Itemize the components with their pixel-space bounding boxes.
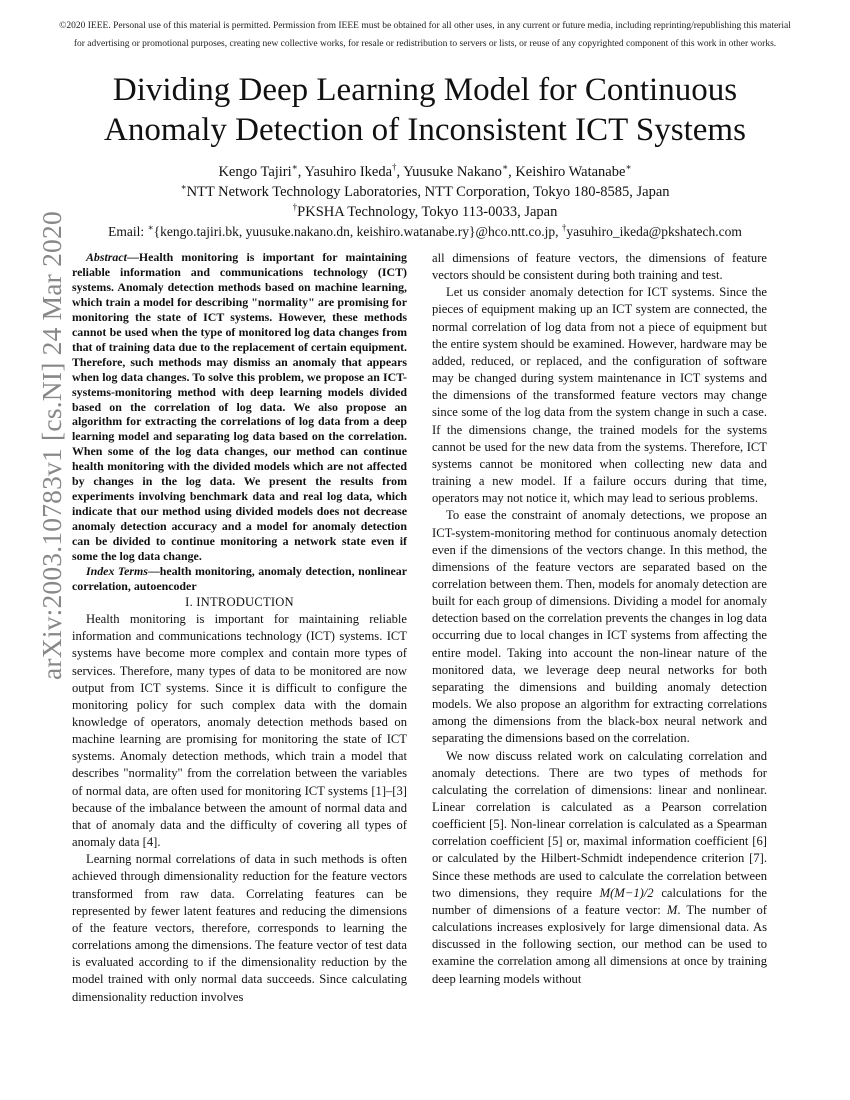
affil-mark: ∗ — [291, 162, 298, 173]
body-paragraph: We now discuss related work on calculating correlation and anomaly detections. There are two types of methods for calculating the correlation of dimensions: linear and nonlinear. Linear correlation is calculated as a Pearson correlation coefficient [5]. Non-linear correlation is calculated as a Spearman correlation coefficient [5] or, maximal information coefficient [6] or calculated by the Hilbert-Schmidt independence criterion [7]. Since these methods are used to calculate the correlation between two dimensions, they require M(M−1)/2 calculations for the number of dimensions of a feature vector: M. The number of calculations increases explosively for large dimensional data. As discussed in the following section, our method can be used to examine the correlation among all dimensions at once by training deep learning models without — [432, 748, 767, 986]
author-1: Kengo Tajiri — [218, 164, 292, 180]
body-paragraph: Learning normal correlations of data in such methods is often achieved through dimensionality reduction for the feature vectors transformed from raw data. Correlating features can be represented by fewer latent features and reducing the dimensions of the feature vectors, therefore, corresponds to learning the correlations among the dimensions. The feature vector of test data is evaluated according to if the dimensionality reduction by the model trained with only normal data succeeds. Since calculating dimensionality reduction involves — [72, 852, 407, 1004]
paper-title — [60, 70, 790, 150]
author-2: Yasuhiro Ikeda — [304, 164, 393, 180]
affil-mark: ∗ — [625, 162, 632, 173]
copyright-line-2: for advertising or promotional purposes, creating new collective works, for resale or redistribution to servers or lists, or reuse of any copyrighted component of this work in other works. — [73, 39, 777, 49]
title-line-2: Anomaly Detection of Inconsistent ICT Systems — [104, 112, 746, 148]
math-variable: M — [666, 902, 678, 917]
affiliation-2: †PKSHA Technology, Tokyo 113-0033, Japan — [292, 202, 558, 220]
arxiv-identifier: arXiv:2003.10783v1 [cs.NI] 24 Mar 2020 — [36, 211, 67, 680]
body-paragraph: Let us consider anomaly detection for ICT systems. Since the pieces of equipment making up an ICT system are connected, the normal correlation of log data from not a piece of equipment but the entire system should be examined. However, hardware may be added, reduced, or replaced, and the configuration of software may be changed during system maintenance in ICT systems and the dimensions of the transformed feature vectors may change since some of the log data from the system change in such a case. If the dimensions change, the trained models for the systems cannot be used for the new data from the systems. Therefore, ICT systems cannot be monitored when collecting new data and training a new model. If a failure occurs during that time, operators may not notice it, which may lead to serious problems. — [432, 285, 767, 506]
author-3: Yuusuke Nakano — [403, 164, 502, 180]
copyright-line-1: ©2020 IEEE. Personal use of this material is permitted. Permission from IEEE must be obtained for all other uses, in any current or future media, including reprinting/republishing this material — [59, 21, 791, 31]
index-terms-label: Index Terms — [86, 564, 148, 579]
index-terms-text: —health monitoring, anomaly detection, nonlinear correlation, autoencoder — [72, 564, 407, 593]
email-line: Email: ∗{kengo.tajiri.bk, yuusuke.nakano.dn, keishiro.watanabe.ry}@hco.ntt.co.jp, †yasuhiro_ikeda@pkshatech.com — [108, 222, 742, 239]
abstract-paragraph — [72, 250, 407, 564]
right-column — [432, 250, 767, 988]
affil-mark: † — [392, 162, 397, 173]
title-line-1: Dividing Deep Learning Model for Continuous — [112, 72, 738, 108]
left-column — [72, 250, 407, 1006]
author-block — [60, 162, 790, 242]
author-4: Keishiro Watanabe — [515, 164, 626, 180]
math-formula: M(M−1)/2 — [599, 885, 654, 900]
body-paragraph: To ease the constraint of anomaly detections, we propose an ICT-system-monitoring method for continuous anomaly detection even if the dimensions of the vectors change. In this method, the dimensions of the feature vectors are separated based on the correlation between them. Then, models for anomaly detection are built for each group of dimensions. Dividing a model for anomaly detection based on the correlation prevents the changes in log data occurring due to local changes in ICT systems from affecting the entire model. Taking into account the non-linear nature of the monitored data, we leverage deep neural networks for both separating the dimensions and building anomaly detection models. We also propose an algorithm for extracting correlations among the dimensions from the black-box neural network and separating the dimensions based on the correlation. — [432, 508, 767, 746]
affil-mark: ∗ — [501, 162, 509, 173]
abstract-label: Abstract — [86, 250, 127, 264]
body-paragraph: all dimensions of feature vectors, the dimensions of feature vectors should be consistent during both training and test. — [432, 251, 767, 283]
abstract — [72, 250, 407, 594]
index-terms — [72, 564, 407, 594]
affiliation-1: ∗NTT Network Technology Laboratories, NTT Corporation, Tokyo 180-8585, Japan — [180, 182, 670, 200]
body-paragraph: Health monitoring is important for maintaining reliable information and communications technology (ICT) systems. ICT systems have become more complex and contain more types of services. Therefore, many types of data to be monitored are now output from ICT systems. Since it is difficult to configure the monitoring policy for such complex data with the domain knowledge of operators, anomaly detection methods based on machine learning are promising for monitoring the state of ICT systems. Anomaly detection methods, which train a model that describes "normality" from the correlation between the variables of normal data, are often used for monitoring ICT systems [1]–[3] because of the imbalance between the amount of normal data and that of anomaly data and the difficulty of covering all types of anomaly data [4]. — [72, 612, 407, 850]
author-names: Kengo Tajiri∗, Yasuhiro Ikeda†, Yuusuke Nakano∗, Keishiro Watanabe∗ — [218, 162, 632, 180]
copyright-notice — [20, 17, 830, 53]
abstract-text: —Health monitoring is important for maintaining reliable information and communications technology (ICT) systems. Anomaly detection methods based on machine learning, which train a model for describing "normality" are promising for monitoring the state of ICT systems. However, these methods cannot be used when the type of monitored log data changes from that of training data due to the replacement of certain equipment. Therefore, such methods may dismiss an anomaly that appears when log data changes. To solve this problem, we propose an ICT-systems-monitoring method with deep learning models divided based on the correlation of log data. We also propose an algorithm for extracting the correlations of log data from a deep learning model and separating log data based on the correlation. When some of the log data changes, our method can continue health monitoring with the divided models which are not affected by changes in the log data. We present the results from experiments involving benchmark data and real log data, which indicate that our method using divided models does not decrease anomaly detection accuracy and a model for anomaly detection can be divided to continue monitoring a network state even if some the log data change. — [72, 250, 407, 564]
section-heading-introduction: I. INTRODUCTION — [185, 594, 294, 609]
